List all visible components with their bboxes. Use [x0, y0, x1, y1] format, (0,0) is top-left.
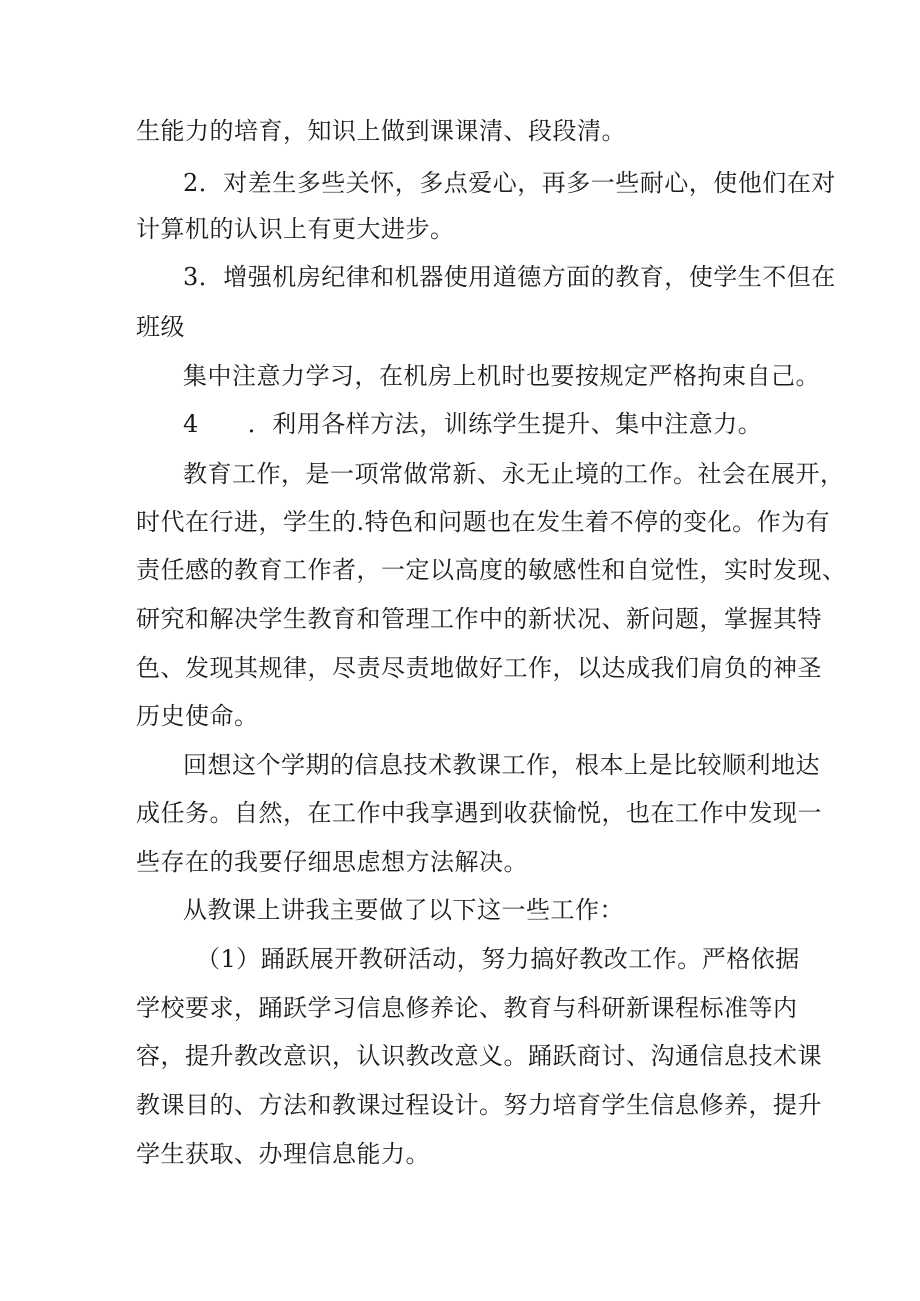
- text-line: 2．对差生多些关怀，多点爱心，再多一些耐心，使他们在对: [183, 169, 836, 197]
- text-line: 教课目的、方法和教课过程设计。努力培育学生信息修养，提升: [136, 1091, 822, 1119]
- text-line: 色、发现其规律，尽责尽责地做好工作，以达成我们肩负的神圣: [136, 654, 822, 682]
- text-line: 历史使命。: [136, 702, 259, 730]
- text-line: 学校要求，踊跃学习信息修养论、教育与科研新课程标准等内: [136, 994, 798, 1022]
- text-line: 研究和解决学生教育和管理工作中的新状况、新问题，掌握其特: [136, 605, 822, 633]
- text-line: 集中注意力学习，在机房上机时也要按规定严格拘束自己。: [183, 362, 820, 390]
- text-line: 3．增强机房纪律和机器使用道德方面的教育，使学生不但在: [183, 263, 836, 291]
- text-line: 成任务。自然，在工作中我享遇到收获愉悦，也在工作中发现一: [136, 799, 822, 827]
- text-line: 计算机的认识上有更大进步。: [136, 215, 455, 243]
- text-line: 班级: [136, 313, 185, 341]
- text-line: 学生获取、办理信息能力。: [136, 1140, 430, 1168]
- text-line: 生能力的培育，知识上做到课课清、段段清。: [136, 117, 626, 145]
- text-line: （1）踊跃展开教研活动，努力搞好教改工作。严格依据: [196, 945, 800, 973]
- text-line: 些存在的我要仔细思虑想方法解决。: [136, 848, 528, 876]
- text-line: 教育工作，是一项常做常新、永无止境的工作。社会在展开，: [183, 460, 845, 488]
- text-line: 时代在行进，学生的.特色和问题也在发生着不停的变化。作为有: [136, 508, 831, 536]
- text-line: 回想这个学期的信息技术教课工作，根本上是比较顺利地达: [183, 751, 820, 779]
- text-line: 4 ．利用各样方法，训练学生提升、集中注意力。: [183, 410, 763, 438]
- text-line: 从教课上讲我主要做了以下这一些工作：: [183, 896, 624, 924]
- text-line: 容，提升教改意识，认识教改意义。踊跃商讨、沟通信息技术课: [136, 1042, 822, 1070]
- text-line: 责任感的教育工作者，一定以高度的敏感性和自觉性，实时发现、: [136, 556, 847, 584]
